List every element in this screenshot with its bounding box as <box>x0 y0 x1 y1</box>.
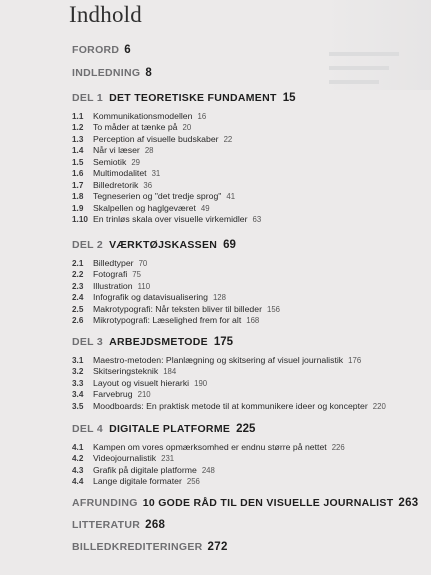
toc-page-number: 268 <box>145 519 166 531</box>
toc-major-entry[interactable] <box>72 519 165 532</box>
toc-chapter-entry[interactable] <box>72 315 280 326</box>
toc-chapter-number: 3.1 <box>72 356 84 365</box>
toc-heading <box>72 44 131 57</box>
toc-chapter-title: Maestro-metoden: Planlægning og skitsering af visuel journalistik <box>93 355 344 365</box>
toc-part-heading <box>72 237 280 252</box>
toc-chapter-number: 1.10 <box>72 215 88 225</box>
toc-chapter-title: Farvebrug <box>93 389 133 400</box>
toc-chapter-title: Fotografi <box>93 269 128 280</box>
toc-chapter-entry[interactable] <box>72 281 280 292</box>
toc-chapter-title: Illustration <box>93 280 133 291</box>
toc-chapter-title: Billedtyper <box>93 258 134 268</box>
toc-chapter-entry[interactable] <box>72 145 296 156</box>
toc-chapter-entry[interactable] <box>72 465 345 476</box>
toc-chapter-number: 4.3 <box>72 465 84 475</box>
toc-chapter-number: 1.3 <box>72 134 84 144</box>
toc-chapter-number: 2.6 <box>72 316 84 326</box>
toc-part-title: ARBEJDSMETODE <box>109 336 208 348</box>
toc-chapter-list <box>72 111 296 226</box>
toc-part-heading <box>72 421 345 436</box>
toc-chapter-number: 1.2 <box>72 123 84 133</box>
toc-chapter-number: 1.4 <box>72 146 84 156</box>
toc-page-number: 29 <box>131 157 140 167</box>
toc-chapter-entry[interactable] <box>72 355 386 366</box>
toc-part[interactable] <box>72 334 386 412</box>
toc-part[interactable] <box>72 421 345 488</box>
toc-page-number: 272 <box>207 541 228 553</box>
toc-chapter-title: En trinløs skala over visuelle virkemidler <box>93 214 248 225</box>
toc-chapter-title: Multimodalitet <box>93 168 147 179</box>
toc-chapter-number: 1.7 <box>72 180 84 190</box>
toc-page-number: 128 <box>212 293 226 303</box>
toc-chapter-title: Makrotypografi: Når teksten bliver til billeder <box>93 303 262 314</box>
toc-part-title: VÆRKTØJSKASSEN <box>109 239 218 251</box>
toc-page-number: 70 <box>138 259 148 268</box>
toc-chapter-title: Layout og visuelt hierarki <box>93 377 190 388</box>
toc-chapter-entry[interactable] <box>72 292 280 303</box>
toc-chapter-list <box>72 442 345 488</box>
toc-page-number: 41 <box>226 192 236 202</box>
toc-heading-title: AFRUNDING <box>72 497 138 509</box>
toc-chapter-number: 2.4 <box>72 293 84 303</box>
toc-part-label: DEL 1 <box>72 92 104 104</box>
toc-chapter-number: 3.5 <box>72 401 84 411</box>
toc-chapter-title: Semiotik <box>93 156 127 167</box>
toc-major-entry[interactable] <box>72 67 152 80</box>
toc-chapter-title: Mikrotypografi: Læselighed frem for alt <box>93 315 242 326</box>
toc-chapter-number: 1.5 <box>72 157 84 167</box>
toc-heading <box>72 519 165 532</box>
toc-chapter-title: Tegneserien og "det tredje sprog" <box>93 191 222 202</box>
toc-chapter-title: Når vi læser <box>93 145 140 156</box>
toc-chapter-title: Billedretorik <box>93 179 139 190</box>
toc-chapter-number: 1.6 <box>72 169 84 179</box>
toc-chapter-title: Skitseringsteknik <box>93 366 159 377</box>
toc-chapter-number: 3.4 <box>72 390 84 400</box>
toc-chapter-entry[interactable] <box>72 157 296 168</box>
toc-page-number: 22 <box>223 134 233 144</box>
toc-chapter-list <box>72 258 280 327</box>
toc-chapter-title: Kampen om vores opmærksomhed er endnu større på nettet <box>93 442 327 452</box>
toc-chapter-entry[interactable] <box>72 378 386 389</box>
toc-chapter-number: 3.3 <box>72 378 84 388</box>
toc-heading <box>72 541 228 554</box>
toc-page-number: 226 <box>331 443 345 452</box>
toc-chapter-title: Videojournalistik <box>93 453 157 464</box>
toc-heading-subtitle: 10 GODE RÅD TIL DEN VISUELLE JOURNALIST <box>142 497 394 509</box>
toc-part-label: DEL 3 <box>72 336 104 348</box>
toc-part-title: DIGITALE PLATFORME <box>109 423 231 435</box>
toc-chapter-entry[interactable] <box>72 214 296 225</box>
toc-page-number: 184 <box>163 367 177 377</box>
toc-chapter-entry[interactable] <box>72 401 386 412</box>
toc-chapter-entry[interactable] <box>72 191 296 202</box>
toc-page-number: 69 <box>223 239 236 251</box>
toc-page-number: 248 <box>201 465 215 475</box>
toc-chapter-title: Perception af visuelle budskaber <box>93 133 219 144</box>
toc-heading-title: BILLEDKREDITERINGER <box>72 541 203 553</box>
facing-page-line <box>329 66 389 70</box>
toc-major-entry[interactable] <box>72 44 131 57</box>
toc-chapter-number: 1.8 <box>72 192 84 202</box>
toc-page-number: 28 <box>144 146 154 156</box>
toc-chapter-entry[interactable] <box>72 111 296 122</box>
toc-chapter-number: 4.2 <box>72 454 84 464</box>
toc-chapter-entry[interactable] <box>72 134 296 145</box>
toc-page-number: 16 <box>197 112 207 121</box>
toc-chapter-entry[interactable] <box>72 122 296 133</box>
toc-chapter-title: Moodboards: En praktisk metode til at kommunikere ideer og koncepter <box>93 400 368 411</box>
toc-page-number: 231 <box>161 454 175 464</box>
toc-chapter-title: Kommunikationsmodellen <box>93 111 193 121</box>
toc-chapter-entry[interactable] <box>72 476 345 487</box>
toc-chapter-entry[interactable] <box>72 203 296 214</box>
toc-page-number: 225 <box>236 423 256 435</box>
toc-chapter-title: Skalpellen og haglgeværet <box>93 202 196 213</box>
toc-page-number: 20 <box>182 123 192 133</box>
toc-page-number: 256 <box>186 477 200 487</box>
toc-chapter-number: 2.1 <box>72 259 84 268</box>
toc-chapter-number: 2.5 <box>72 304 84 314</box>
toc-page-number: 110 <box>137 281 151 291</box>
toc-page-number: 263 <box>398 497 419 509</box>
toc-page-number: 31 <box>151 169 161 179</box>
toc-page-number: 6 <box>124 44 131 56</box>
toc-part-heading <box>72 334 386 349</box>
toc-chapter-title: Grafik på digitale platforme <box>93 464 197 475</box>
toc-chapter-list <box>72 355 386 412</box>
page-title: Indhold <box>69 2 142 27</box>
toc-chapter-number: 4.1 <box>72 443 84 452</box>
toc-part-label: DEL 4 <box>72 423 104 435</box>
toc-chapter-title: Infografik og datavisualisering <box>93 292 208 303</box>
toc-chapter-entry[interactable] <box>72 258 280 269</box>
toc-part-title: DET TEORETISKE FUNDAMENT <box>109 92 277 104</box>
toc-page-number: 190 <box>194 378 208 388</box>
toc-chapter-number: 2.3 <box>72 281 84 291</box>
toc-chapter-entry[interactable] <box>72 453 345 464</box>
toc-chapter-title: Lange digitale formater <box>93 476 182 487</box>
toc-heading-title: INDLEDNING <box>72 67 141 79</box>
toc-page-number: 15 <box>282 92 296 104</box>
toc-part-heading <box>72 90 296 105</box>
toc-part[interactable] <box>72 237 280 327</box>
toc-page-number: 168 <box>246 316 260 326</box>
toc-part-label: DEL 2 <box>72 239 104 251</box>
facing-page-line <box>329 80 379 84</box>
toc-page-number: 8 <box>145 67 153 79</box>
toc-chapter-entry[interactable] <box>72 442 345 453</box>
toc-heading <box>72 67 152 80</box>
toc-chapter-title: To måder at tænke på <box>93 122 178 133</box>
toc-chapter-number: 1.1 <box>72 112 84 121</box>
toc-chapter-entry[interactable] <box>72 168 296 179</box>
toc-heading-title: FORORD <box>72 44 120 56</box>
toc-chapter-entry[interactable] <box>72 180 296 191</box>
toc-heading-title: LITTERATUR <box>72 519 141 531</box>
toc-page-number: 220 <box>372 401 386 411</box>
toc-chapter-number: 2.2 <box>72 270 84 280</box>
toc-page-number: 156 <box>267 304 281 314</box>
toc-major-entry[interactable] <box>72 497 419 510</box>
toc-page-number: 75 <box>132 270 141 280</box>
toc-page-number: 36 <box>143 180 153 190</box>
toc-part[interactable] <box>72 90 296 226</box>
facing-page-line <box>329 52 399 56</box>
toc-chapter-entry[interactable] <box>72 389 386 400</box>
toc-page-number: 63 <box>252 215 262 225</box>
toc-heading <box>72 497 419 510</box>
toc-page-number: 210 <box>137 390 151 400</box>
toc-page-number: 49 <box>200 203 210 213</box>
toc-page-number: 175 <box>213 336 234 348</box>
toc-chapter-entry[interactable] <box>72 269 280 280</box>
toc-chapter-number: 3.2 <box>72 367 84 377</box>
facing-page-show-through <box>321 0 431 90</box>
toc-chapter-number: 4.4 <box>72 477 84 487</box>
toc-major-entry[interactable] <box>72 541 228 554</box>
toc-chapter-entry[interactable] <box>72 366 386 377</box>
toc-chapter-entry[interactable] <box>72 304 280 315</box>
toc-page-number: 176 <box>348 356 362 365</box>
toc-chapter-number: 1.9 <box>72 203 84 213</box>
